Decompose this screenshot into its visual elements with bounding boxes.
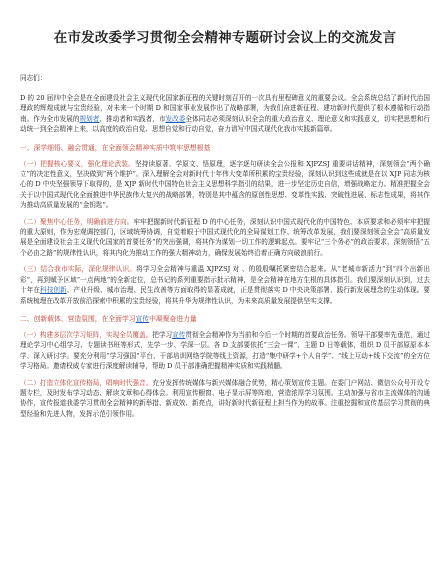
section2-heading xyxy=(20,313,430,323)
section1-p2-text: 牢牢把握新时代新征程 D 的中心任务，深刻认识中国式现代化的中国特色、本质要求和必须牢牢把握的重大原则，作为宏观调控部门，区域统筹协调，自觉着眼于中国式现代化的全局谋划工作、统筹改革发展，我们要深刻领会全会“高质量发展是全面建设社会主义现代化国家的首要任务”的突出强调，将其作为谋划一切工作的逻辑起点。要牢记“三个务必”的政治要求，深刻领悟“五个必由之路”的规律性认识，将其内化为推动工作的强大精神动力，确保发展始终沿着正确方向破浪前行。 xyxy=(20,217,431,257)
intro-text-a: D 的 20 届四中全会是在全面建设社会主义现代化国家新征程的关键时刻召开的一次具有里程碑意义的重要会议。全会系统总结了新时代治国理政的辉煌成就与宝贵经验，对未来一个时期 D 和国家事业发展作出了战略部署，为我们奋进新征程、建功新时代提供了根本遵循和行动指南。作为全市发展的 xyxy=(20,94,430,123)
link-ndrc[interactable]: 发改委 xyxy=(165,114,186,123)
link-tech-innovation[interactable]: 科技创新 xyxy=(40,286,67,295)
section1-heading: 一、深学细悟、融会贯通，在全面领会精神实质中筑牢思想根基 xyxy=(20,143,211,152)
greeting: 同志们： xyxy=(20,74,47,82)
section2-heading-a: 二、创新载体、营造氛围，在全面学习 xyxy=(20,314,136,323)
section2-p2-lead: （二）打造立体化宣传格局，唱响时代强音。 xyxy=(20,378,153,387)
link-planner[interactable]: 规划者 xyxy=(79,114,100,123)
section1-paragraph-3 xyxy=(20,264,430,306)
section2-p1-lead: （一）构建多层次学习矩阵，实现全员覆盖。 xyxy=(20,330,153,339)
intro-text-b: 、推动者和实践者，市 xyxy=(99,114,166,123)
section2-p1-text-a: 把学习 xyxy=(152,330,173,339)
section1-p3-lead: （三）结合我市实际，深化规律认识。 xyxy=(20,265,137,274)
section2-heading-b: 中凝聚奋进力量 xyxy=(149,314,197,323)
section1-p1-text: 坚持读原著、学原文、悟原理，逐字逐句研读全会公报和 XJPZSJ 重要讲话精神，深刻领会“两个确立”的决定性意义，坚决做到“两个维护”。深入理解全会对新时代十年伟大变革所积累的宝贵经验，深刻认识到这些成就是在以 XJP 同志为核心的 D 中央坚强领导下取得的，是 XJP 新时代中国特色社会主义思想科学指引的结果，进一步坚定历史自信，增强战略定力。精准把握全会关于以中国式现代化全面推进中华民族伟大复兴的战略部署，特别是其中蕴含的原创性思想、变革性实践、突破性进展、标志性成果，将其作为推动高质量发展的“金钥匙”。 xyxy=(20,159,431,210)
section1-paragraph-1 xyxy=(20,159,430,211)
document-title: 在市发改委学习贯彻全会精神专题研讨会议上的交流发言 xyxy=(53,30,397,46)
section1-p3-text: 将学习全会精神与重温 XJPZSJ 对 、的殷殷嘱托紧密结合起来。从“老城市新活力”到“四个出新出彩”，再到赋予区域“一点两地”的全新定位，总书记的系列重要指示批示精神，是全会精神在地方生根的具体指引。我们要深刻认识到，过去十年在 xyxy=(20,265,431,295)
section2-paragraph-2 xyxy=(20,378,430,420)
link-publicity[interactable]: 宣传 xyxy=(172,330,186,339)
section1-p2-lead: （二）聚焦中心任务，明确前进方向。 xyxy=(20,217,134,226)
link-publicity-heading[interactable]: 宣传 xyxy=(135,314,150,323)
section2-p2-text: 充分发挥传统媒体与新兴媒体融合优势，精心策划宣传主题。在委门户网站、微信公众号开设专题专栏，及时发布学习动态、解读文章和心得体会。利用宣传橱窗、电子显示屏等阵地，营造浓厚学习氛围。主动加强与省市主流媒体的沟通协作，宣传报道我委学习贯彻全会精神的新举措、新成效、新亮点，讲好新时代新征程上担当作为的故事。注重挖掘和宣传基层学习贯彻的典型经验和先进人物，发挥示范引领作用。 xyxy=(20,378,430,418)
section1-p3-text2: 、产业升级、城市治理、民生改善等方面取得的显著成就，正是贯彻落实 D 中央决策部署、践行新发展理念的生动体现。要系统梳理在改革开放前沿探索中积累的宝贵经验，将其升华为规律性认识，为未来高质量发展提供坚实支撑。 xyxy=(20,286,431,305)
section2-p1-text-b: 贯彻全会精神作为当前和今后一个时期的首要政治任务。领导干部要率先垂范，通过理论学习中心组学习、专题读书班等形式，先学一步、学深一层。各 D 支部要依托“三会一课”、主题 D 日等载体，组织 D 员干部原原本本学、深入研讨学。要充分利用“学习强国”平台、干部培训网络学院等线上资源，打造“集中研学+个人自学”、“线上互动+线下交流”的全方位学习格局。邀请权威专家进行深度解读辅导，帮助 D 员干部准确把握精神实质和实践精髓。 xyxy=(20,330,431,371)
intro-text-c: 全体同志必须深刻认识全会的重大政治意义、理论意义和实践意义，切实把思想和行动统一到全会精神上来，以高度的政治自觉、思想自觉和行动自觉，奋力谱写中国式现代化我市实践新篇章。 xyxy=(20,114,431,134)
intro-paragraph xyxy=(20,93,430,135)
section1-p1-lead: （一）把握核心要义，强化理论武装。 xyxy=(20,159,135,168)
section2-paragraph-1 xyxy=(20,330,430,372)
section1-paragraph-2 xyxy=(20,217,430,259)
